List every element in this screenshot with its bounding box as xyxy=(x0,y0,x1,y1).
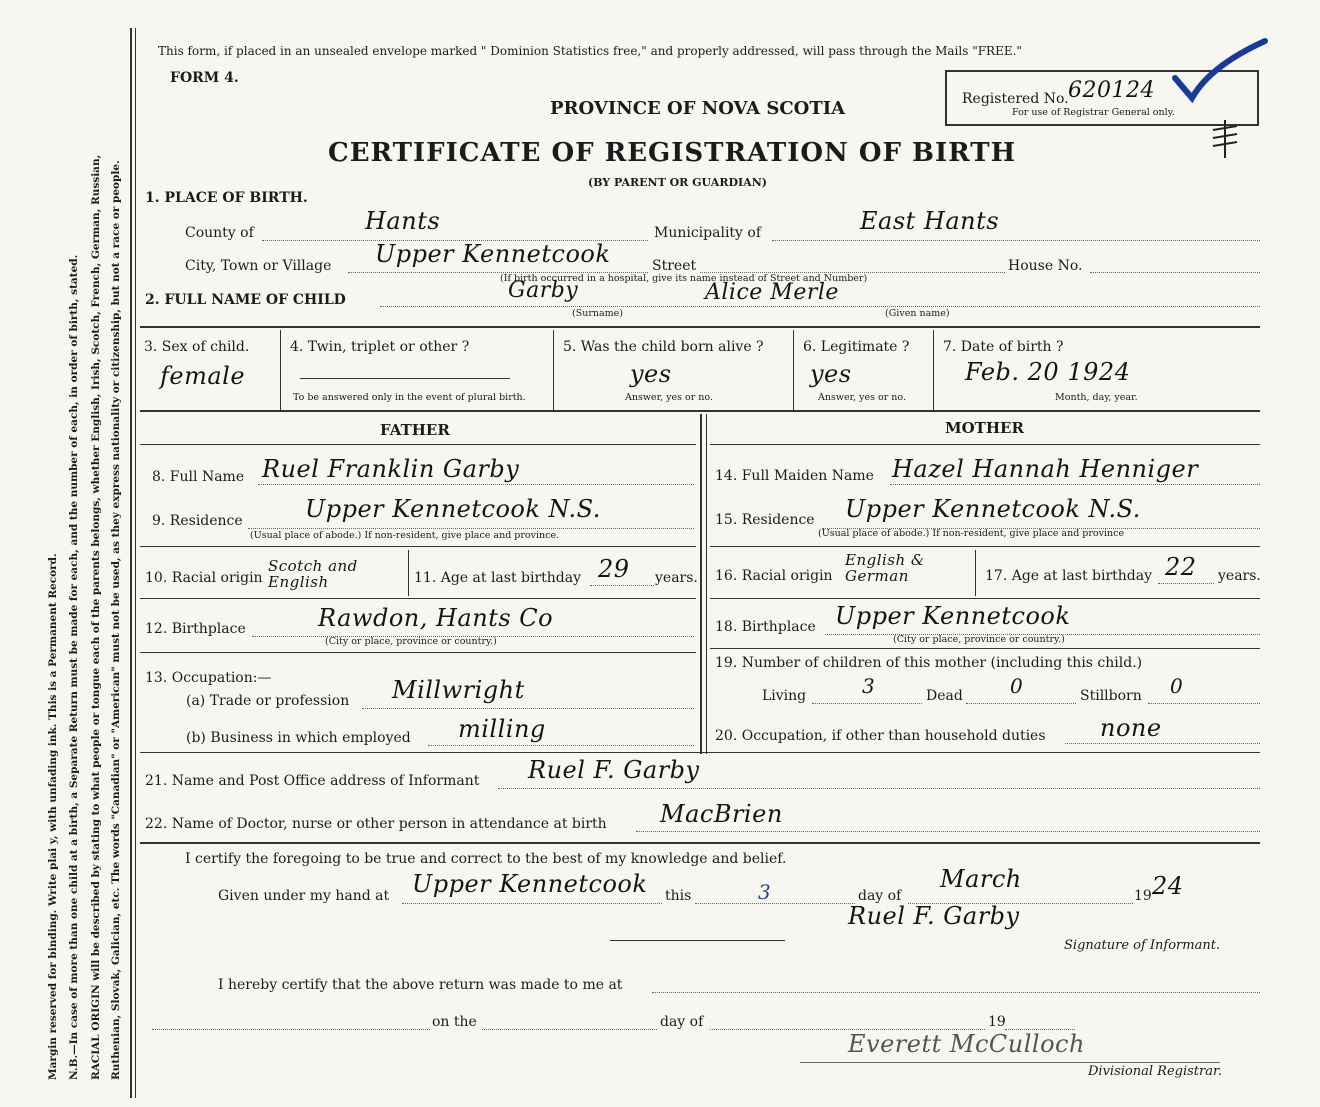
rule xyxy=(710,546,1260,547)
line xyxy=(1158,583,1214,584)
divider xyxy=(975,550,976,596)
father-name: Ruel Franklin Garby xyxy=(262,455,520,483)
father-occupation-label: 13. Occupation:— xyxy=(145,670,272,686)
rule xyxy=(140,752,1260,753)
place-heading: 1. PLACE OF BIRTH. xyxy=(145,190,308,206)
informant-signature: Ruel F. Garby xyxy=(848,902,1020,930)
signature-rule xyxy=(800,1062,1220,1063)
dead-label: Dead xyxy=(926,688,963,704)
informant-label: 21. Name and Post Office address of Informant xyxy=(145,773,480,789)
day-of-label: day of xyxy=(858,888,902,904)
registrar-statement: I hereby certify that the above return was made to me at xyxy=(218,977,623,993)
margin-note-3: RACIAL ORIGIN will be described by stating to what people or tongue each of the parents belongs, whether English, Irish, Scotch, French, German, Russian, xyxy=(90,154,102,1080)
street-label: Street xyxy=(652,258,697,274)
house-line xyxy=(1090,272,1260,273)
mother-birthplace-note: (City or place, province or country.) xyxy=(893,634,1065,645)
alive-value: yes xyxy=(630,360,672,388)
living-value: 3 xyxy=(862,674,876,698)
mail-notice: This form, if placed in an unsealed envelope marked " Dominion Statistics free," and properly addressed, will pass through the Mails "FREE." xyxy=(158,44,1022,58)
rule xyxy=(710,444,1260,445)
on-the-label: on the xyxy=(432,1014,477,1030)
hospital-note: (If birth occurred in a hospital, give its name instead of Street and Number) xyxy=(500,273,868,284)
year-prefix: 19 xyxy=(1134,888,1152,904)
divider xyxy=(553,330,554,410)
father-trade-label: (a) Trade or profession xyxy=(186,693,350,709)
legitimate-note: Answer, yes or no. xyxy=(818,392,907,403)
this-label: this xyxy=(665,888,692,904)
dob-note: Month, day, year. xyxy=(1055,392,1138,403)
registered-label: Registered No. xyxy=(962,91,1069,107)
mother-occupation-label: 20. Occupation, if other than household duties xyxy=(715,728,1046,744)
father-birthplace-label: 12. Birthplace xyxy=(145,621,246,637)
column-divider xyxy=(700,414,702,754)
column-divider xyxy=(706,414,707,754)
child-given-name: Alice Merle xyxy=(705,280,839,305)
father-racial: Scotch and English xyxy=(268,557,358,591)
binding-rule-2 xyxy=(135,28,136,1098)
line xyxy=(636,831,1260,832)
municipality-line xyxy=(772,240,1260,241)
father-residence: Upper Kennetcook N.S. xyxy=(305,495,601,523)
twin-dash xyxy=(300,378,510,379)
doctor-value: MacBrien xyxy=(660,800,783,828)
child-name-label: 2. FULL NAME OF CHILD xyxy=(145,292,346,308)
dob-value: Feb. 20 1924 xyxy=(965,358,1131,386)
rule xyxy=(140,444,696,445)
city-value: Upper Kennetcook xyxy=(375,240,611,268)
divider xyxy=(280,330,281,410)
mother-name-label: 14. Full Maiden Name xyxy=(715,468,874,484)
rule xyxy=(710,598,1260,599)
house-label: House No. xyxy=(1008,258,1083,274)
mother-birthplace: Upper Kennetcook xyxy=(835,602,1071,630)
father-business-label: (b) Business in which employed xyxy=(186,730,411,746)
line xyxy=(362,708,694,709)
rule xyxy=(140,326,1260,328)
binding-rule xyxy=(130,28,132,1098)
father-racial-label: 10. Racial origin xyxy=(145,570,263,586)
municipality-value: East Hants xyxy=(860,207,1000,235)
alive-label: 5. Was the child born alive ? xyxy=(563,339,764,355)
line xyxy=(248,528,694,529)
father-heading: FATHER xyxy=(380,421,450,439)
margin-note-1: Margin reserved for binding. Write plai y, with unfading ink. This is a Permanent Record. xyxy=(47,553,59,1080)
margin-note-4: Ruthenian, Slovak, Galician, etc. The words "Canadian" or "American" must not be used, as they express nationality or citizenship, but not a race or people. xyxy=(110,160,122,1080)
county-label: County of xyxy=(185,225,254,241)
county-value: Hants xyxy=(365,207,441,235)
line xyxy=(890,484,1260,485)
alive-note: Answer, yes or no. xyxy=(625,392,714,403)
month-value: March xyxy=(940,865,1022,893)
sex-value: female xyxy=(160,362,246,390)
city-label: City, Town or Village xyxy=(185,258,332,274)
registrar-caption: Divisional Registrar. xyxy=(1088,1064,1222,1079)
line xyxy=(812,703,922,704)
mother-birthplace-label: 18. Birthplace xyxy=(715,619,816,635)
registrar-use-note: For use of Registrar General only. xyxy=(1012,107,1175,118)
father-residence-label: 9. Residence xyxy=(152,513,243,529)
rule xyxy=(140,410,1260,412)
child-surname: Garby xyxy=(508,278,579,303)
father-years: years. xyxy=(655,570,698,586)
father-trade: Millwright xyxy=(392,676,525,704)
year-value: 24 xyxy=(1152,872,1184,900)
given-caption: (Given name) xyxy=(885,308,950,319)
mother-age: 22 xyxy=(1165,553,1197,581)
registrar-signature: Everett McCulloch xyxy=(848,1030,1085,1058)
line xyxy=(590,585,654,586)
line xyxy=(1065,743,1260,744)
father-age-label: 11. Age at last birthday xyxy=(414,570,582,586)
mother-years: years. xyxy=(1218,568,1261,584)
certificate-subtitle: (BY PARENT OR GUARDIAN) xyxy=(588,176,767,189)
line xyxy=(966,703,1076,704)
rule xyxy=(140,598,696,599)
day-value: 3 xyxy=(758,880,771,904)
father-birthplace: Rawdon, Hants Co xyxy=(318,604,554,632)
line xyxy=(402,903,662,904)
father-name-label: 8. Full Name xyxy=(152,469,245,485)
mother-racial: English & German xyxy=(845,551,925,585)
day-of-label-2: day of xyxy=(660,1014,704,1030)
father-age: 29 xyxy=(598,555,630,583)
dob-label: 7. Date of birth ? xyxy=(943,339,1064,355)
living-label: Living xyxy=(762,688,807,704)
mother-age-label: 17. Age at last birthday xyxy=(985,568,1153,584)
father-birthplace-note: (City or place, province or country.) xyxy=(325,636,497,647)
mother-name: Hazel Hannah Henniger xyxy=(892,455,1199,483)
mother-residence-label: 15. Residence xyxy=(715,512,815,528)
line xyxy=(1148,703,1260,704)
municipality-label: Municipality of xyxy=(654,225,762,241)
legitimate-label: 6. Legitimate ? xyxy=(803,339,910,355)
divider xyxy=(933,330,934,410)
mother-occupation: none xyxy=(1100,714,1162,742)
child-name-line xyxy=(380,306,1260,307)
short-rule xyxy=(610,940,785,941)
line xyxy=(498,788,1260,789)
sex-label: 3. Sex of child. xyxy=(144,339,250,355)
province-heading: PROVINCE OF NOVA SCOTIA xyxy=(550,98,846,119)
divider xyxy=(793,330,794,410)
registered-number: 620124 xyxy=(1068,78,1155,103)
surname-caption: (Surname) xyxy=(572,308,623,319)
mother-residence-note: (Usual place of abode.) If non-resident, give place and province xyxy=(818,528,1125,539)
legitimate-value: yes xyxy=(810,360,852,388)
doctor-label: 22. Name of Doctor, nurse or other person in attendance at birth xyxy=(145,816,607,832)
year-label-2: 19 xyxy=(988,1014,1006,1030)
rule xyxy=(140,652,696,653)
informant-value: Ruel F. Garby xyxy=(528,756,700,784)
mother-racial-label: 16. Racial origin xyxy=(715,568,833,584)
registrar-mark-icon xyxy=(1205,118,1245,162)
certificate-title: CERTIFICATE OF REGISTRATION OF BIRTH xyxy=(328,138,1017,168)
line xyxy=(428,745,694,746)
rule xyxy=(710,648,1260,649)
rule xyxy=(140,546,696,547)
line xyxy=(695,903,855,904)
certify-statement: I certify the foregoing to be true and correct to the best of my knowledge and belief. xyxy=(185,851,787,867)
signature-caption: Signature of Informant. xyxy=(1064,938,1221,953)
father-business: milling xyxy=(458,715,546,743)
form-number: FORM 4. xyxy=(170,70,239,86)
father-residence-note: (Usual place of abode.) If non-resident, give place and province. xyxy=(250,530,560,541)
children-label: 19. Number of children of this mother (including this child.) xyxy=(715,655,1143,671)
dead-value: 0 xyxy=(1010,674,1024,698)
line xyxy=(152,1029,430,1030)
line xyxy=(652,992,1260,993)
mother-heading: MOTHER xyxy=(945,419,1024,437)
twin-note: To be answered only in the event of plural birth. xyxy=(293,392,526,403)
mother-residence: Upper Kennetcook N.S. xyxy=(845,495,1141,523)
given-label: Given under my hand at xyxy=(218,888,390,904)
checkmark-icon xyxy=(1170,36,1280,116)
stillborn-label: Stillborn xyxy=(1080,688,1142,704)
rule xyxy=(140,842,1260,844)
divider xyxy=(408,550,409,596)
line xyxy=(482,1029,657,1030)
given-place: Upper Kennetcook xyxy=(412,870,648,898)
twin-label: 4. Twin, triplet or other ? xyxy=(290,339,470,355)
line xyxy=(258,484,694,485)
margin-note-2: N.B.—In case of more than one child at a birth, a Separate Return must be made for each, and the number of each, in order of birth, stated. xyxy=(68,254,80,1080)
stillborn-value: 0 xyxy=(1170,674,1184,698)
